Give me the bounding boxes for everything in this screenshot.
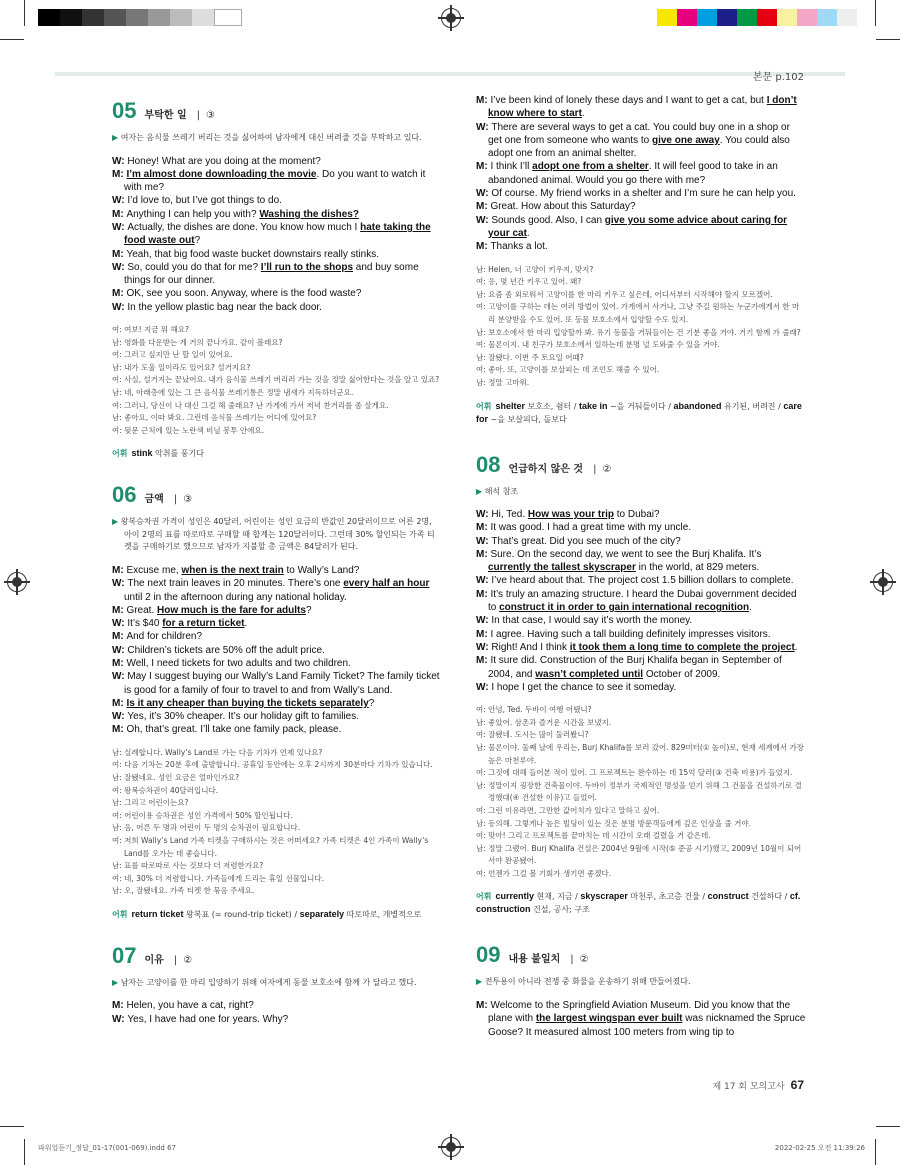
dialogue-line — [476, 588, 806, 615]
dialogue-line — [112, 644, 440, 657]
dialogue-line — [476, 548, 806, 575]
separator: / — [699, 892, 708, 902]
translation-line: 여: 왕복승차권이 40달러입니다. — [112, 785, 219, 795]
dialogue-line — [112, 630, 440, 643]
translation-line: 여: 다음 기차는 20분 후에 출발합니다. 공휴일 동안에는 오후 2시까지 30분마다 기차가 있습니다. — [112, 760, 433, 770]
dialogue-line — [476, 240, 806, 253]
page-number: 67 — [790, 1078, 804, 1092]
dialogue-text: Excuse me, — [126, 564, 182, 576]
section-title: 내용 불일치 — [508, 954, 561, 966]
dialogue — [476, 508, 806, 694]
dialogue-text: . You could also adopt one from an animal shelter. — [488, 134, 790, 160]
vocab-meaning: 건설하다 — [748, 892, 783, 902]
answer: ② — [183, 954, 193, 966]
dialogue-text: Welcome to the Springfield Aviation Museum. Did you know that the plane with — [488, 999, 791, 1025]
key-phrase: I don’t know where to start — [488, 95, 797, 120]
speaker-label: M: — [112, 697, 127, 709]
dialogue-text: The next train leaves in 20 minutes. There’s one — [127, 578, 344, 590]
left-column — [112, 98, 440, 1026]
translation-line: 남: 좋아요, 이따 봐요. 그런데 음식물 쓰레기는 어디에 있어요? — [112, 413, 317, 423]
test-label: 제 17 회 모의고사 — [712, 1082, 785, 1092]
section-05 — [112, 98, 440, 460]
dialogue-line — [476, 508, 806, 521]
dialogue-text: Hi, Ted. — [491, 509, 528, 520]
dialogue-line — [112, 710, 440, 723]
speaker-label: W: — [112, 671, 128, 683]
translation-line: 여: 어린이용 승차권은 성인 가격에서 50% 할인됩니다. — [112, 810, 293, 820]
vocab-meaning: 왕복표 (= round-trip ticket) — [183, 909, 292, 919]
speaker-label: W: — [476, 214, 492, 226]
translation-line: 여: 그런 이유라면, 그만한 값어치가 있다고 말하고 싶어. — [476, 805, 660, 815]
dialogue-text: It’s $40 — [127, 618, 163, 630]
dialogue-line — [112, 999, 440, 1012]
dialogue-line — [476, 200, 806, 213]
section-title: 언급하지 않은 것 — [508, 463, 584, 475]
speaker-label: W: — [112, 261, 128, 273]
translation-line: 남: 정말이지 굉장한 건축물이야. 두바이 정부가 국제적인 명성을 얻기 위해 그 건물을 건설하기로 결정했대(④ 건설한 이유)고 들었어. — [476, 780, 802, 803]
dialogue-line — [476, 628, 806, 641]
key-phrase: every half an hour — [343, 578, 430, 590]
translation-line: 남: 내가 도울 일이라도 있어요? 설거지요? — [112, 362, 251, 372]
dialogue — [476, 94, 806, 254]
section-number: 07 — [112, 942, 137, 968]
vocab-term: separately — [299, 908, 345, 919]
vocab-meaning: 따로따로, 개별적으로 — [344, 909, 422, 919]
dialogue-text: There are several ways to get a cat. You could buy one in a shop or get one from someone who wants to — [488, 121, 790, 146]
dialogue-text: . It will feel good to take in an abandoned animal. Would you go there with me? — [488, 161, 778, 186]
translation-line: 남: 정말 고마워. — [476, 377, 530, 387]
key-phrase: wasn’t completed until — [535, 668, 644, 680]
translation-line: 여: 저희 Wally’s Land 가족 티켓을 구매하시는 것은 어떠세요? 가족 티켓은 4인 가족이 Wally’s Land를 오가는 데 좋습니다. — [112, 835, 429, 858]
translation-line: 남: Helen, 너 고양이 키우지, 맞지? — [476, 264, 594, 274]
speaker-label: M: — [112, 1000, 127, 1012]
dialogue-text: in the world, at 829 meters. — [635, 562, 760, 574]
key-phrase: construct it in order to gain international recognition — [499, 602, 750, 614]
translation-line: 여: 네, 30% 더 저렴합니다. 가족들에게 드리는 휴일 선물입니다. — [112, 873, 325, 883]
dialogue-text: . — [526, 227, 530, 239]
dialogue-text: I agree. Having such a tall building definitely impresses visitors. — [490, 628, 771, 640]
translation-line: 남: 표를 따로따로 사는 것보다 더 저렴한가요? — [112, 861, 264, 871]
key-phrase: adopt one from a shelter — [532, 161, 649, 173]
dialogue-text: Yes, I have had one for years. Why? — [127, 1013, 289, 1025]
dialogue-text: In that case, I would say it’s worth the money. — [491, 615, 693, 627]
translation-line: 남: 정말 그랬어. Burj Khalifa 건설은 2004년 9월에 시작(⑤ 준공 시기)했고, 2009년 10월이 되어서야 완공됐어. — [476, 843, 802, 866]
section-number: 06 — [112, 482, 137, 508]
registration-mark-icon — [873, 572, 893, 592]
answer: ② — [602, 463, 612, 475]
dialogue-text: Of course. My friend works in a shelter and I’m sure he can help you. — [491, 188, 796, 200]
dialogue-text: It sure did. Construction of the Burj Khalifa began in September of 2004, and — [488, 655, 782, 680]
registration-mark-icon — [441, 8, 461, 28]
dialogue-text: I hope I get the chance to see it someday. — [491, 681, 677, 693]
speaker-label: W: — [476, 615, 492, 627]
translation-line: 남: 물론이야. 둘째 날에 우리는, Burj Khalifa를 보러 갔어. 829미터(① 높이)로, 현재 세계에서 가장 높은 마천루야. — [476, 742, 805, 765]
vocab-term: shelter — [495, 400, 525, 411]
speaker-label: M: — [476, 241, 491, 253]
triangle-icon: ▶ — [112, 133, 121, 142]
vocab-meaning: 건설, 공사; 구조 — [530, 905, 590, 915]
speaker-label: M: — [476, 588, 491, 600]
translation-line: 남: 잘됐네요. 성인 요금은 얼마인가요? — [112, 772, 240, 782]
dialogue-text: Thanks a lot. — [490, 241, 548, 253]
dialogue-line — [112, 248, 440, 261]
dialogue — [112, 999, 440, 1026]
key-phrase: How was your trip — [527, 509, 614, 520]
translation-line: 여: 그것에 대해 들어본 적이 있어. 그 프로젝트는 완수하는 데 15억 달러(③ 건축 비용)가 들었지. — [476, 768, 793, 778]
speaker-label: W: — [112, 301, 128, 313]
section-number: 09 — [476, 942, 501, 968]
dialogue-text: October of 2009. — [643, 668, 721, 680]
dialogue-text: I’d love to, but I’ve got things to do. — [127, 195, 282, 207]
vocab-meaning: 보호소, 쉼터 — [524, 401, 572, 411]
speaker-label: M: — [112, 168, 127, 180]
dialogue-text: to Dubai? — [614, 509, 660, 520]
section-09 — [476, 942, 806, 1038]
dialogue-line — [476, 574, 806, 587]
key-phrase: Is it any cheaper than buying the tickets separately — [126, 697, 369, 709]
dialogue-text: was nicknamed the Spruce Goose? It measured almost 100 meters from wing tip to — [488, 1013, 806, 1038]
vocabulary — [112, 908, 440, 921]
dialogue-text: Yes, it’s 30% cheaper. It’s our holiday gift to families. — [127, 711, 359, 723]
dialogue — [112, 155, 440, 315]
dialogue-text: . Do you want to watch it with me? — [124, 168, 426, 194]
translation-line: 여: 그러고 싶지만 난 할 일이 있어요. — [112, 350, 233, 360]
vocab-meaning: 악취를 풍기다 — [152, 449, 204, 459]
key-phrase: How much is the fare for adults — [157, 604, 306, 616]
key-phrase: I’ll run to the shops — [260, 261, 354, 273]
speaker-label: M: — [112, 657, 127, 669]
translation-line: 여: 여보! 지금 뭐 해요? — [112, 325, 190, 335]
section-number: 05 — [112, 98, 137, 123]
dialogue — [476, 999, 806, 1039]
key-phrase: give you some advice about caring for your cat — [488, 214, 788, 239]
translation-line: 남: 영화를 다운받는 게 거의 끝나가요. 같이 볼래요? — [112, 337, 283, 347]
dialogue-line — [112, 221, 440, 248]
section-06 — [112, 482, 440, 920]
triangle-icon: ▶ — [476, 486, 485, 496]
dialogue-text: ? — [368, 697, 375, 709]
dialogue-text: Great. How about this Saturday? — [490, 201, 636, 213]
speaker-label: W: — [476, 509, 492, 520]
answer: ③ — [183, 494, 193, 506]
speaker-label: W: — [476, 188, 492, 200]
key-phrase: hate taking the food waste out — [124, 221, 431, 247]
dialogue-text: and buy some things for our dinner. — [124, 261, 419, 287]
speaker-label: W: — [112, 195, 128, 207]
dialogue-line — [476, 187, 806, 200]
separator: / — [291, 909, 300, 919]
vocabulary — [112, 447, 440, 460]
dialogue-line — [112, 168, 440, 195]
dialogue-line — [112, 670, 440, 697]
section-header — [476, 942, 806, 968]
vocab-term: return ticket — [131, 908, 184, 919]
answer: ③ — [205, 110, 215, 121]
separator: | — [173, 954, 178, 966]
translation-line: 여: 사실, 설거지는 끝났어요. 내가 음식물 쓰레기 버리러 가는 것을 정말 싫어한다는 것을 알고 있죠? — [112, 375, 440, 385]
dialogue-text: I’ve heard about that. The project cost 1.5 billion dollars to complete. — [491, 575, 794, 587]
vocab-label: 어휘 — [476, 892, 492, 902]
dialogue-text: So, could you do that for me? — [127, 261, 261, 273]
speaker-label: M: — [112, 248, 127, 260]
dialogue-line — [112, 1013, 440, 1026]
section-title: 금액 — [144, 494, 164, 506]
separator: | — [593, 463, 597, 475]
dialogue-line — [476, 521, 806, 534]
summary: ▶ 전투용이 아니라 전쟁 중 화물을 운송하기 위해 만들어졌다. — [476, 977, 691, 987]
dialogue — [112, 564, 440, 737]
dialogue-line — [112, 208, 440, 221]
speaker-label: M: — [476, 999, 491, 1011]
dialogue-text: Anything I can help you with? — [126, 208, 260, 220]
vocab-term: skyscraper — [580, 891, 628, 902]
answer: ② — [579, 954, 589, 966]
translation-line: 남: 음, 어른 두 명과 어린이 두 명의 승차권이 필요합니다. — [112, 823, 301, 833]
triangle-icon: ▶ — [112, 977, 121, 987]
speaker-label: M: — [476, 655, 491, 667]
dialogue-line — [476, 681, 806, 694]
speaker-label: M: — [112, 564, 127, 576]
section-header — [112, 943, 440, 969]
dialogue-line — [112, 697, 440, 710]
vocab-meaning: 마천루, 초고층 건물 — [627, 892, 700, 902]
translation-line: 남: 실례합니다. Wally’s Land로 가는 다음 기차가 언제 있나요? — [112, 747, 323, 757]
registration-mark-icon — [7, 572, 27, 592]
file-slug: 파워업듣기_정답_01-17(001-069).indd 67 — [38, 1144, 177, 1152]
translation-line: 여: 물론이지. 내 친구가 보호소에서 일하는데 분명 널 도와줄 수 있을 거야. — [476, 340, 720, 350]
speaker-label: W: — [112, 644, 128, 656]
korean-translation — [112, 747, 440, 898]
separator: / — [782, 892, 790, 902]
section-title: 이유 — [144, 954, 164, 966]
dialogue-text: Oh, that’s great. I’ll take one family pack, please. — [126, 724, 342, 736]
speaker-label: W: — [112, 578, 128, 590]
speaker-label: W: — [112, 1013, 128, 1025]
dialogue-line — [112, 564, 440, 577]
translation-line: 남: 보호소에서 한 마리 입양할까 봐. 유기 동물을 거둬들이는 건 기분 좋을 거야. 거기 함께 가 줄래? — [476, 327, 801, 337]
speaker-label: M: — [112, 604, 127, 616]
speaker-label: M: — [476, 548, 491, 560]
key-phrase: it took them a long time to complete the project — [569, 641, 795, 653]
vocab-term: take in — [579, 400, 608, 411]
vocab-meaning: 현재, 지금 — [533, 892, 573, 902]
dialogue-line — [476, 654, 806, 681]
dialogue-text: to Wally’s Land? — [283, 564, 360, 576]
translation-line: 여: 잘됐네. 도시는 많이 둘러봤니? — [476, 730, 589, 740]
page-reference: 본문 p.102 — [752, 72, 804, 83]
dialogue-line — [112, 577, 440, 604]
vocab-term: care for — [476, 400, 802, 424]
translation-line: 남: 동의해. 그렇게나 높은 빌딩이 있는 것은 분명 방문객들에게 깊은 인상을 줄 거야. — [476, 818, 751, 828]
dialogue-line — [476, 121, 806, 161]
summary: ▶ 해석 참조 — [476, 486, 519, 496]
translation-line: 여: 맞아! 그리고 프로젝트를 끝마치는 데 시간이 오래 걸렸을 거 같은데. — [476, 831, 711, 841]
dialogue-text: It’s truly an amazing structure. I heard the Dubai government decided to — [488, 588, 797, 614]
vocab-meaning: 유기된, 버려진 — [721, 401, 776, 411]
korean-translation — [476, 264, 806, 390]
speaker-label: W: — [476, 121, 492, 133]
dialogue-line — [112, 723, 440, 736]
triangle-icon: ▶ — [112, 517, 121, 527]
separator: / — [775, 401, 784, 411]
translation-line: 여: 좋아. 또, 고양이를 보살피는 데 조언도 해줄 수 있어. — [476, 365, 660, 375]
dialogue-text: Sounds good. Also, I can — [491, 214, 605, 226]
key-phrase: Washing the dishes? — [259, 208, 359, 220]
dialogue-line — [112, 657, 440, 670]
separator: | — [196, 110, 200, 121]
dialogue-text: . — [794, 641, 798, 653]
key-phrase: give one away — [651, 134, 720, 146]
summary: ▶ 왕복승차권 가격이 성인은 40달러, 어린이는 성인 요금의 반값인 20달러이므로 어른 2명, 아이 2명의 표를 따로따로 구매할 때 합계는 120달러이다. 그런데 30% 할인되는 가족 티켓을 구매하기로 했으므로 남자가 지불할 총 금액은 84달러가 된다. — [112, 517, 435, 552]
speaker-label: M: — [476, 95, 491, 106]
registration-mark-icon — [441, 1137, 461, 1157]
vocab-term: construct — [707, 891, 749, 902]
dialogue-text: . — [244, 618, 248, 630]
dialogue-line — [476, 160, 806, 187]
section-07-continued — [476, 94, 806, 426]
page-footer — [712, 1078, 804, 1092]
dialogue-line — [476, 535, 806, 548]
translation-line: 남: 요즘 좀 외로워서 고양이를 한 마리 키우고 싶은데, 어디서부터 시작해야 할지 모르겠어. — [476, 289, 773, 299]
dialogue-text: Great. — [126, 604, 158, 616]
korean-translation — [476, 704, 806, 880]
dialogue-line — [476, 214, 806, 241]
speaker-label: M: — [112, 631, 127, 643]
speaker-label: W: — [112, 155, 128, 167]
vocab-term: currently — [495, 891, 534, 902]
vocab-meaning: ~을 거둬들이다 — [607, 401, 666, 411]
section-number: 08 — [476, 451, 501, 477]
key-phrase: for a return ticket — [162, 618, 245, 630]
dialogue-text: Yeah, that big food waste bucket downstairs really stinks. — [126, 248, 380, 260]
triangle-icon: ▶ — [476, 977, 485, 987]
key-phrase: the largest wingspan ever built — [535, 1013, 683, 1025]
speaker-label: M: — [112, 724, 127, 736]
separator: / — [571, 401, 580, 411]
dialogue-line — [476, 641, 806, 654]
vocabulary — [476, 400, 806, 426]
dialogue-text: That’s great. Did you see much of the city? — [491, 535, 681, 547]
dialogue-line — [476, 999, 806, 1039]
korean-translation — [112, 324, 440, 437]
dialogue-text: ? — [194, 235, 201, 247]
dialogue-text: Honey! What are you doing at the moment? — [127, 155, 321, 167]
dialogue-text: Well, I need tickets for two adults and two children. — [126, 657, 351, 669]
translation-line: 남: 오, 잘됐네요. 가족 티켓 한 묶음 주세요. — [112, 886, 255, 896]
translation-line: 여: 그러니, 당신이 나 대신 그걸 해 줄래요? 난 가게에 가서 저녁 찬거리를 좀 살게요. — [112, 400, 389, 410]
dialogue-line — [112, 287, 440, 300]
speaker-label: M: — [476, 201, 491, 213]
header-rule — [55, 72, 845, 76]
key-phrase: currently the tallest skyscraper — [488, 562, 636, 574]
translation-line: 여: 응, 몇 년간 키우고 있어. 왜? — [476, 277, 582, 287]
dialogue-line — [112, 617, 440, 630]
dialogue-line — [112, 301, 440, 314]
dialogue-text: . — [581, 108, 585, 120]
translation-line: 남: 그리고 어린이는요? — [112, 798, 189, 808]
section-header — [112, 98, 440, 124]
dialogue-text: I’ve been kind of lonely these days and I want to get a cat, but — [490, 95, 767, 106]
dialogue-text: Children’s tickets are 50% off the adult price. — [127, 644, 325, 656]
right-column — [476, 94, 806, 1039]
speaker-label: W: — [112, 221, 128, 233]
speaker-label: W: — [476, 575, 492, 587]
dialogue-text: Sure. On the second day, we went to see the Burj Khalifa. It’s — [490, 548, 762, 560]
dialogue-text: OK, see you soon. Anyway, where is the food waste? — [126, 288, 362, 300]
section-title: 부탁한 일 — [144, 110, 187, 121]
translation-line: 남: 좋았어. 삼촌과 즐거운 시간을 보냈지. — [476, 717, 612, 727]
speaker-label: M: — [476, 522, 491, 534]
speaker-label: W: — [476, 641, 492, 653]
vocab-label: 어휘 — [476, 401, 492, 411]
separator: | — [173, 494, 178, 506]
dialogue-line — [112, 194, 440, 207]
dialogue-text: May I suggest buying our Wally’s Land Family Ticket? The family ticket is good for a family of four to travel to and from Wally’s Land. — [124, 671, 440, 696]
dialogue-text: until 2 in the afternoon during any national holiday. — [124, 591, 347, 603]
translation-line: 남: 잘됐다. 이번 주 토요일 어때? — [476, 352, 584, 362]
dialogue-text: I think I’ll — [490, 161, 533, 173]
key-phrase: I’m almost done downloading the movie — [126, 168, 317, 180]
speaker-label: M: — [112, 208, 127, 220]
vocabulary — [476, 890, 806, 916]
dialogue-line — [112, 261, 440, 288]
separator: / — [572, 892, 581, 902]
dialogue-text: Right! And I think — [491, 641, 570, 653]
separator: | — [570, 954, 574, 966]
dialogue-line — [112, 604, 440, 617]
speaker-label: M: — [476, 628, 491, 640]
speaker-label: W: — [476, 535, 492, 547]
section-header — [112, 482, 440, 508]
dialogue-line — [476, 94, 806, 121]
translation-line: 여: 고양이를 구하는 데는 여러 방법이 있어. 가게에서 사거나, 그냥 주길 원하는 누군가에게서 한 마리 분양받을 수도 있어. 또 동물 보호소에서 입양할 수도 있지. — [476, 302, 800, 324]
dialogue-text: ? — [305, 604, 312, 616]
section-07 — [112, 943, 440, 1026]
speaker-label: M: — [476, 161, 491, 173]
speaker-label: M: — [112, 288, 127, 300]
vocab-term: cf. construction — [476, 891, 801, 915]
section-08 — [476, 452, 806, 917]
separator: / — [665, 401, 674, 411]
dialogue-text: It was good. I had a great time with my uncle. — [490, 522, 692, 534]
dialogue-text: In the yellow plastic bag near the back door. — [127, 301, 322, 313]
section-header — [476, 452, 806, 478]
dialogue-text: . — [749, 602, 752, 614]
dialogue-text: Helen, you have a cat, right? — [126, 1000, 254, 1012]
vocab-term: stink — [131, 448, 153, 459]
speaker-label: W: — [112, 711, 128, 723]
translation-line: 남: 네, 아래층에 있는 그 큰 음식물 쓰레기통은 정말 냄새가 지독하더군요. — [112, 388, 354, 398]
dialogue-text: And for children? — [126, 631, 203, 643]
vocab-label: 어휘 — [112, 449, 128, 459]
date-slug: 2022-02-25 오전 11:39:26 — [774, 1144, 865, 1152]
vocab-meaning: ~을 보살피다, 돌보다 — [488, 414, 567, 424]
dialogue-text: Actually, the dishes are done. You know how much I — [127, 221, 361, 233]
vocab-term: abandoned — [673, 400, 722, 411]
translation-line: 여: 안녕, Ted. 두바이 여행 어땠니? — [476, 705, 592, 715]
speaker-label: W: — [476, 681, 492, 693]
dialogue-line — [476, 614, 806, 627]
summary: ▶ 여자는 음식물 쓰레기 버리는 것을 싫어하여 남자에게 대신 버려줄 것을 부탁하고 있다. — [112, 133, 422, 142]
translation-line: 여: 뒷문 근처에 있는 노란색 비닐 봉투 안에요. — [112, 425, 265, 435]
speaker-label: W: — [112, 618, 128, 630]
dialogue-line — [112, 155, 440, 168]
summary: ▶ 남자는 고양이를 한 마리 입양하기 위해 여자에게 동물 보호소에 함께 가 달라고 했다. — [112, 977, 417, 987]
translation-line: 여: 언젠가 그걸 볼 기회가 생기면 좋겠다. — [476, 868, 612, 878]
vocab-label: 어휘 — [112, 909, 128, 919]
key-phrase: when is the next train — [181, 564, 284, 576]
